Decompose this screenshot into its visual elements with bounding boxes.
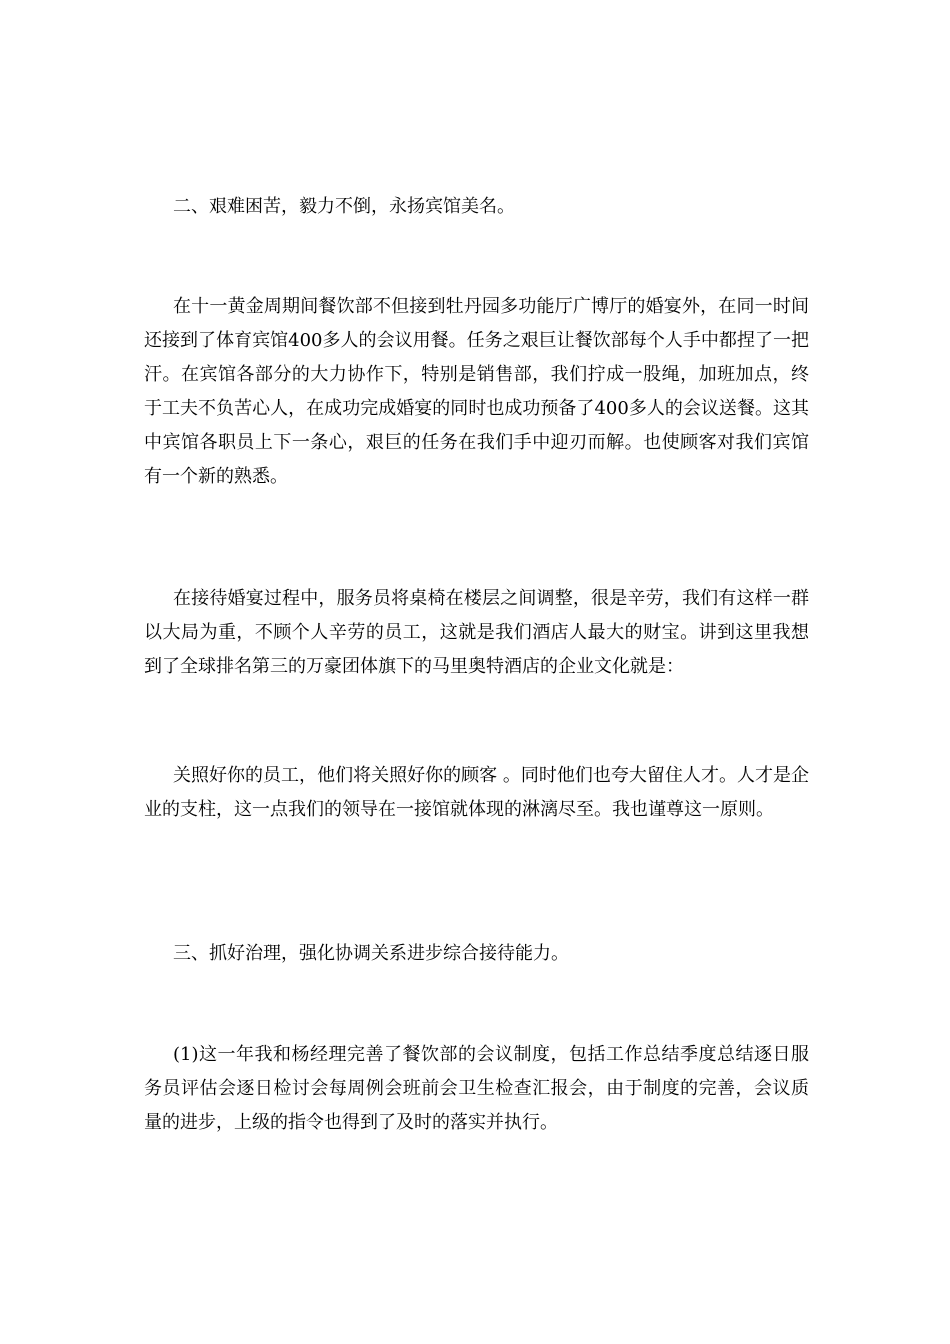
paragraph-meeting-system: (1)这一年我和杨经理完善了餐饮部的会议制度，包括工作总结季度总结逐日服务员评估会逐日检讨会每周例会班前会卫生检查汇报会，由于制度的完善，会议质量的进步，上级的指令也得到了及时的落实并执行。 [144,1044,809,1133]
paragraph-care-for-staff: 关照好你的员工，他们将关照好你的顾客 。同时他们也夸大留住人才。人才是企业的支柱，这一点我们的领导在一接馆就体现的淋漓尽至。我也谨尊这一原则。 [144,765,809,820]
paragraph-wedding-and-meeting: 在十一黄金周期间餐饮部不但接到牡丹园多功能厅广博厅的婚宴外，在同一时间还接到了体育宾馆400多人的会议用餐。任务之艰巨让餐饮部每个人手中都捏了一把汗。在宾馆各部分的大力协作下，特别是销售部，我们拧成一股绳，加班加点，终于工夫不负苦心人，在成功完成婚宴的同时也成功预备了400多人的会议送餐。这其中宾馆各职员上下一条心，艰巨的任务在我们手中迎刃而解。也使顾客对我们宾馆有一个新的熟悉。 [144,296,809,487]
paragraph-staff-effort: 在接待婚宴过程中，服务员将桌椅在楼层之间调整，很是辛劳，我们有这样一群以大局为重，不顾个人辛劳的员工，这就是我们酒店人最大的财宝。讲到这里我想到了全球排名第三的万豪团体旗下的马里奥特酒店的企业文化就是： [144,588,809,677]
section-heading-3: 三、抓好治理，强化协调关系进步综合接待能力。 [173,943,569,964]
section-heading-2: 二、艰难困苦，毅力不倒，永扬宾馆美名。 [173,196,515,217]
